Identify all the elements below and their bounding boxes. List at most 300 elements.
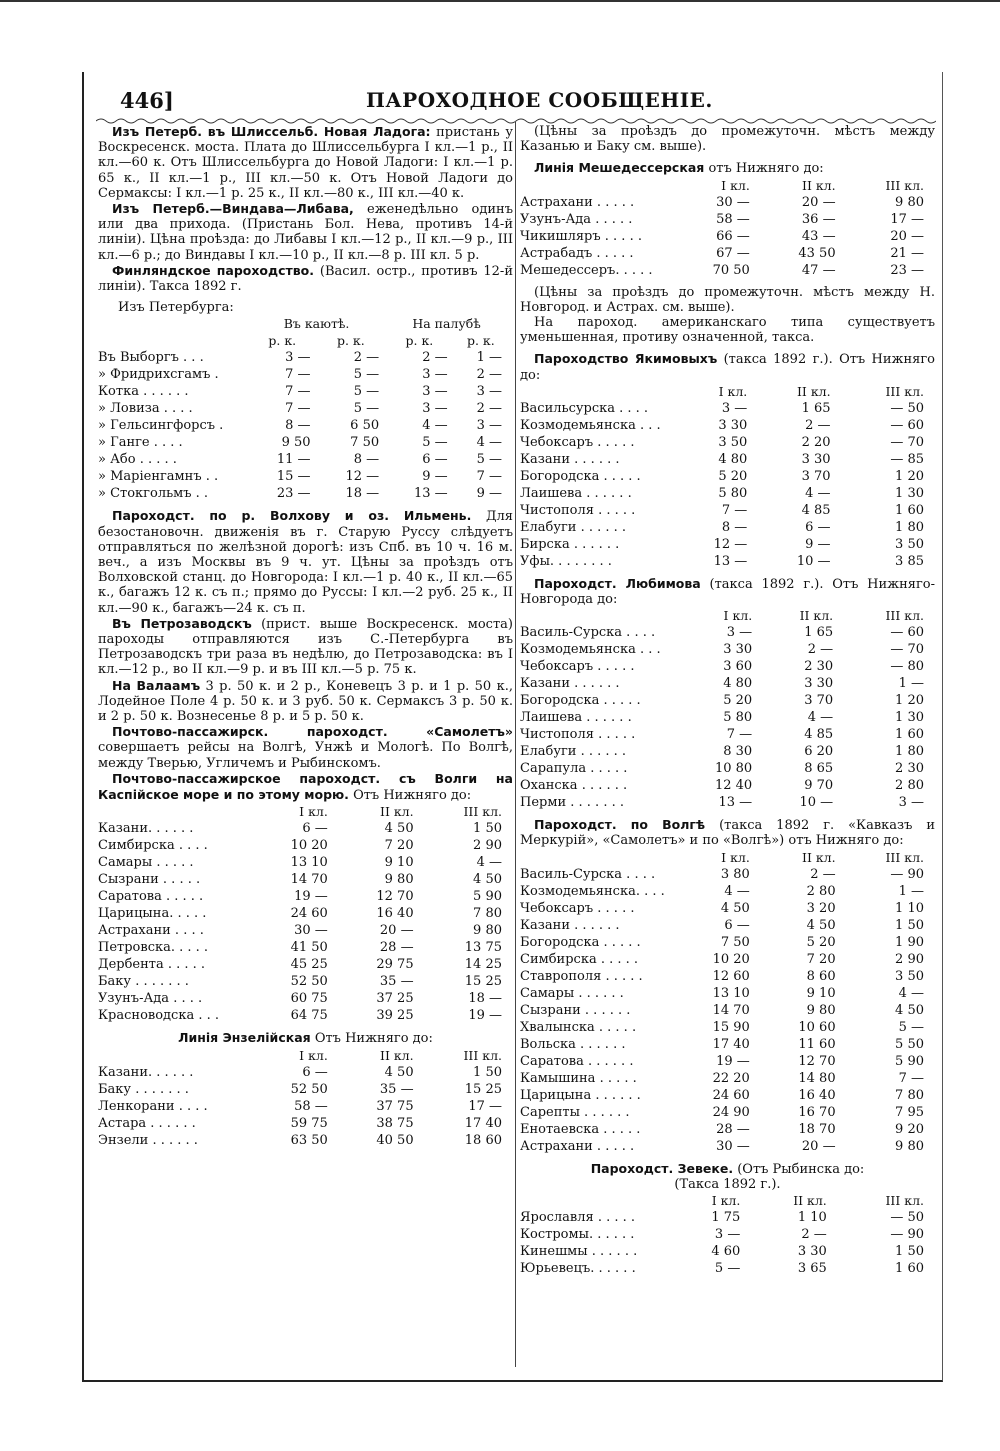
fare-cell: 2 20 (801, 434, 831, 450)
fare-row (98, 837, 508, 854)
volga-table (520, 849, 930, 1155)
fare-cell: 7 80 (895, 1087, 924, 1103)
fare-cell: 8 — (353, 452, 380, 468)
fare-cell: 3 50 (895, 968, 924, 984)
destination-cell: Сызрани . . . . . (98, 872, 201, 888)
fare-cell: 1 10 (797, 1210, 827, 1226)
class-header: II кл. (380, 1047, 414, 1063)
samolet-section (98, 724, 513, 771)
destination-cell: Василь-Сурска . . . . (520, 866, 656, 882)
fare-cell: 5 90 (473, 889, 502, 905)
fare-cell: 17 40 (464, 1115, 502, 1131)
fare-cell: 16 40 (798, 1087, 836, 1103)
fare-cell: 4 50 (384, 1064, 414, 1080)
destination-cell: Чебоксаръ . . . . . (520, 900, 635, 916)
fare-cell: 3 — (726, 625, 753, 641)
fare-cell: 21 — (890, 245, 924, 261)
fare-cell: 63 50 (290, 1132, 328, 1148)
section-text: (Отъ Рыбинска до: (737, 1161, 865, 1177)
fare-cell: 16 40 (376, 906, 414, 922)
destination-cell: Перми . . . . . . . (520, 795, 624, 811)
fare-cell: 2 80 (895, 778, 924, 794)
fare-cell: 7 20 (384, 838, 414, 854)
section-heading: На Валаамъ (112, 677, 201, 693)
fare-cell: 41 50 (290, 940, 328, 956)
fare-cell: 12 70 (376, 889, 414, 905)
fare-cell: 8 30 (723, 744, 753, 760)
fare-row (98, 383, 508, 400)
fare-cell: 1 90 (895, 934, 924, 950)
destination-cell: Симбирска . . . . (98, 838, 208, 854)
top-rule (0, 0, 1000, 8)
fare-cell: 3 65 (797, 1261, 827, 1277)
destination-cell: Кинешмы . . . . . . (520, 1244, 638, 1260)
fare-cell: 18 — (345, 486, 380, 502)
destination-cell: Мешедессеръ. . . . . (520, 262, 653, 278)
destination-cell: Вольска . . . . . . (520, 1036, 626, 1052)
fare-cell: 1 80 (895, 519, 924, 535)
fare-cell: — 90 (890, 1227, 924, 1243)
fare-row (98, 366, 508, 383)
fare-cell: 2 90 (895, 951, 924, 967)
fare-cell: 1 — (898, 883, 924, 899)
fare-cell: 5 50 (895, 1036, 924, 1052)
class-header: III кл. (885, 177, 924, 193)
section-text: 3 р. 50 к. и 2 р., Коневецъ 3 р. и 1 р. 50 к., Лодейное Поле 4 р. 50 к. и 3 руб. 50 к. Сермаксъ 3 р. 50 к. и 2 р. 50 к. Вознесенье 8 р. и 5 р. 50 к. (98, 678, 513, 725)
class-header: I кл. (299, 804, 328, 820)
fare-cell: 67 — (716, 245, 750, 261)
fare-cell: 9 80 (473, 923, 502, 939)
zeveke-tax: (Такса 1892 г.). (674, 1176, 781, 1192)
fare-cell: 3 — (422, 384, 448, 400)
fare-cell: 5 80 (723, 710, 753, 726)
fare-cell: 3 — (285, 350, 311, 366)
fare-row (98, 905, 508, 922)
zeveke-table (520, 1192, 930, 1277)
class-header: I кл. (711, 1193, 741, 1209)
fare-row (98, 468, 508, 485)
fare-cell: 20 — (890, 228, 924, 244)
section-heading: Пароходст. по Волгѣ (534, 817, 706, 833)
destination-cell: Котка . . . . . . (98, 384, 189, 400)
fare-row (98, 990, 508, 1007)
fare-cell: 18 60 (464, 1132, 502, 1148)
page-number: 446] (120, 88, 174, 113)
fare-cell: 5 80 (718, 485, 748, 501)
fare-row (520, 194, 930, 211)
volkhov-section (98, 508, 513, 615)
fare-cell: 15 25 (464, 974, 502, 990)
fare-cell: 4 — (807, 710, 834, 726)
fare-cell: 5 20 (723, 693, 753, 709)
fare-cell: 24 60 (290, 906, 328, 922)
note-kazan-baku: (Цѣны за проѣздъ до промежуточн. мѣстъ между Казанью и Баку см. выше). (520, 124, 935, 155)
fare-row (98, 1098, 508, 1115)
fare-cell: 4 85 (804, 727, 834, 743)
destination-cell: Васильсурска . . . . (520, 400, 649, 416)
fare-cell: 2 — (476, 367, 502, 383)
destination-cell: Астрабадъ . . . . . (520, 245, 634, 261)
fare-cell: 10 — (796, 553, 831, 569)
fare-cell: 1 50 (473, 821, 502, 837)
fare-cell: 15 90 (712, 1019, 750, 1035)
fare-cell: 14 70 (712, 1002, 750, 1018)
fare-cell: 6 50 (350, 418, 380, 434)
fare-cell: 36 — (801, 211, 836, 227)
fare-cell: 5 — (353, 401, 380, 417)
enzeli-section (98, 1030, 513, 1046)
fare-cell: 1 75 (711, 1210, 741, 1226)
class-header: III кл. (463, 804, 502, 820)
fare-cell: 59 75 (290, 1115, 328, 1131)
destination-cell: Симбирска . . . . . (520, 951, 639, 967)
class-header: III кл. (885, 383, 924, 399)
fare-cell: 3 30 (723, 642, 753, 658)
left-column (98, 124, 513, 1149)
section-text: совершаетъ рейсы на Волгѣ, Унжѣ и Мологѣ. По Волгѣ, между Тверью, Угличемъ и Рыбинскомъ. (98, 740, 513, 771)
fare-cell: 2 30 (804, 659, 834, 675)
fare-cell: 1 30 (895, 485, 924, 501)
fare-cell: 9 20 (895, 1121, 924, 1137)
fare-row (520, 760, 930, 777)
fare-cell: 11 60 (798, 1036, 836, 1052)
fare-cell: 9 — (476, 486, 502, 502)
fare-cell: 24 60 (712, 1087, 750, 1103)
yakimov-section (520, 351, 935, 382)
fare-cell: 9 70 (804, 778, 834, 794)
destination-cell: Хвалынска . . . . . (520, 1019, 637, 1035)
fare-cell: 2 — (422, 350, 448, 366)
destination-cell: Костромы. . . . . . (520, 1227, 635, 1243)
fare-cell: 7 — (898, 1070, 924, 1086)
fare-cell: 3 — (422, 367, 448, 383)
fare-cell: 3 60 (723, 659, 753, 675)
fare-cell: 4 80 (718, 451, 748, 467)
fare-row (520, 1002, 930, 1019)
fare-cell: 20 — (801, 1138, 836, 1154)
fare-cell: 35 — (379, 974, 414, 990)
fare-cell: 1 50 (895, 1244, 924, 1260)
fare-cell: 40 50 (376, 1132, 414, 1148)
fare-row (520, 900, 930, 917)
fare-cell: 9 80 (384, 872, 414, 888)
fare-cell: 7 — (726, 727, 753, 743)
destination-cell: Лаишева . . . . . . (520, 485, 632, 501)
fare-cell: 2 90 (473, 838, 502, 854)
fare-cell: 8 65 (804, 761, 834, 777)
unit-label: р. к. (466, 333, 495, 349)
fare-cell: 4 — (422, 418, 448, 434)
fare-cell: — 50 (890, 400, 924, 416)
fare-row (520, 866, 930, 883)
section-heading: Почтово-пассажирск. пароходст. «Самолетъ» (112, 724, 513, 740)
fare-cell: 5 — (898, 1019, 924, 1035)
destination-cell: Саратова . . . . . (98, 889, 204, 905)
destination-cell: Узунъ-Ада . . . . (98, 991, 203, 1007)
fare-cell: 1 65 (801, 400, 831, 416)
fare-row (520, 985, 930, 1002)
fare-cell: 20 — (801, 194, 836, 210)
fare-cell: 6 20 (804, 744, 834, 760)
destination-cell: Козмодемьянска . . . (520, 642, 661, 658)
fare-row (520, 1243, 930, 1260)
fare-cell: 7 — (285, 384, 311, 400)
section-text: (такса 1892 г.). Отъ Нижняго-Новгорода до: (520, 576, 935, 608)
fare-cell: 15 — (276, 469, 311, 485)
fare-cell: 4 50 (720, 900, 750, 916)
fare-row (98, 349, 508, 366)
section-heading: Пароходст. Любимова (534, 575, 701, 591)
fare-cell: 52 50 (290, 1081, 328, 1097)
fare-cell: 14 25 (464, 957, 502, 973)
destination-cell: Баку . . . . . . . (98, 974, 189, 990)
fare-cell: 1 10 (895, 900, 924, 916)
fare-cell: 10 60 (798, 1019, 836, 1035)
fare-cell: 17 — (468, 1098, 502, 1114)
fare-cell: 9 — (805, 536, 831, 552)
section-text: еженедѣльно одинъ или два прихода. (Пристань Бол. Нева, противъ 14-й линіи). Цѣна проѣзда: до Либавы I кл.—12 р., II кл.—9 р., III кл.—6 р.; до Виндавы I кл.—10 р., II кл.—8 р. III кл. 5 р. (98, 202, 513, 263)
fare-cell: 13 — (713, 553, 748, 569)
fare-cell: 3 — (898, 795, 924, 811)
unit-label: р. к. (405, 333, 434, 349)
section-heading: Финляндское пароходство. (112, 262, 315, 278)
fare-cell: 1 50 (473, 1064, 502, 1080)
fare-cell: 7 20 (806, 951, 836, 967)
section-text: (Васил. остр., противъ 12-й линіи). Такса 1892 г. (98, 263, 513, 295)
zeveke-section (520, 1161, 935, 1177)
fare-cell: 28 — (379, 940, 414, 956)
class-header: III кл. (885, 608, 924, 624)
fare-cell: 5 20 (718, 468, 748, 484)
fare-cell: 7 — (476, 469, 502, 485)
fare-row (98, 434, 508, 451)
fare-cell: 15 25 (464, 1081, 502, 1097)
caspian-table (98, 803, 508, 1024)
fare-row (520, 1070, 930, 1087)
fare-cell: — 70 (890, 434, 924, 450)
section-heading: Пароходст. по р. Волхову и оз. Ильмень. (112, 508, 472, 524)
fare-cell: 8 — (721, 519, 748, 535)
section-text: Отъ Нижняго до: (314, 1031, 433, 1047)
fare-cell: 7 — (285, 401, 311, 417)
fare-cell: 1 60 (895, 1261, 924, 1277)
fare-cell: 60 75 (290, 991, 328, 1007)
fare-cell: 6 — (302, 821, 328, 837)
section-heading: Почтово-пассажирское пароходст. съ Волги на Каспійское море и по этому морю. (98, 770, 513, 803)
fare-cell: 24 90 (712, 1104, 750, 1120)
fare-cell: 16 70 (798, 1104, 836, 1120)
fare-cell: 1 80 (895, 744, 924, 760)
fare-cell: 17 — (890, 211, 924, 227)
destination-cell: Казани . . . . . . (520, 676, 620, 692)
fare-cell: 13 10 (712, 985, 750, 1001)
fare-cell: 2 — (476, 401, 502, 417)
fare-cell: 12 70 (798, 1053, 836, 1069)
class-header: I кл. (721, 849, 750, 865)
section-heading: Пароходство Якимовыхъ (534, 351, 718, 367)
fare-cell: 58 — (716, 211, 750, 227)
destination-cell: Ставрополя . . . . . (520, 968, 643, 984)
class-header: I кл. (718, 383, 748, 399)
fare-row (520, 1087, 930, 1104)
destination-cell: Василь-Сурска . . . . (520, 625, 656, 641)
fare-cell: — 50 (890, 1210, 924, 1226)
petrozavodsk-section (98, 616, 513, 678)
fare-cell: 3 50 (718, 434, 748, 450)
fare-cell: 37 25 (376, 991, 414, 1007)
class-header: II кл. (796, 383, 831, 399)
fare-cell: 9 80 (806, 1002, 836, 1018)
section-text: (такса 1892 г.). Отъ Нижняго до: (520, 352, 935, 383)
destination-cell: Астрахани . . . . . (520, 1138, 635, 1154)
fare-cell: 2 80 (806, 883, 836, 899)
fare-cell: 4 — (476, 435, 502, 451)
destination-cell: Дербента . . . . . (98, 957, 206, 973)
class-header: III кл. (885, 849, 924, 865)
destination-cell: Енотаевска . . . . . (520, 1121, 641, 1137)
fare-cell: 2 — (807, 642, 834, 658)
fare-cell: 5 — (714, 1261, 741, 1277)
fare-row (98, 400, 508, 417)
unit-label: р. к. (268, 333, 297, 349)
fare-row (520, 641, 930, 658)
fare-row (520, 658, 930, 675)
fare-cell: 8 60 (806, 968, 836, 984)
fare-cell: 4 60 (711, 1244, 741, 1260)
destination-cell: Казани. . . . . . (98, 821, 194, 837)
fare-cell: 7 80 (473, 906, 502, 922)
section-text: Для безостановочн. движенія въ г. Старую Руссу слѣдуетъ отправляться по желѣзной дорогѣ: изъ Спб. въ 10 ч. 16 м. веч., а изъ Москвы въ 9 ч. ут. Цѣны за проѣздъ отъ Волховской станц. до Новгорода: I кл.—1 р. 40 к., II кл.—65 к., багажъ 12 к. съ п.; прямо до Руссы: I кл.—2 руб. 25 к., II кл.—90 к., багажъ—24 к. съ п. (98, 509, 513, 616)
destination-cell: Казани . . . . . . (520, 451, 620, 467)
fare-cell: — 90 (890, 866, 924, 882)
fare-row (520, 245, 930, 262)
fare-row (520, 675, 930, 692)
section-text: пристань у Воскресенск. моста. Плата до Шлиссельбурга I кл.—1 р., II кл.—60 к. Отъ Шлиссельбурга до Новой Ладоги: I кл.—1 р. 65 к., II кл.—1 р., III кл.—50 к. Отъ Новой Ладоги до Сермаксы: I кл.—1 р. 25 к., II кл.—80 к., III кл.—40 к. (98, 125, 513, 201)
fare-row (520, 434, 930, 451)
fare-cell: 4 85 (801, 502, 831, 518)
section-heading: Линія Мешедессерская (534, 160, 705, 176)
fare-cell: 47 — (801, 262, 836, 278)
fare-cell: 13 10 (290, 855, 328, 871)
fare-cell: 19 — (294, 889, 328, 905)
fare-row (520, 228, 930, 245)
fare-cell: 3 70 (801, 468, 831, 484)
yakimov-table (520, 383, 930, 570)
fare-cell: 7 50 (350, 435, 380, 451)
note-novgorod-astrakhan: (Цѣны за проѣздъ до промежуточн. мѣстъ между Н. Новгород. и Астрах. см. выше). (520, 284, 935, 315)
fare-cell: 30 — (716, 194, 750, 210)
fare-cell: 3 70 (804, 693, 834, 709)
fare-cell: 9 10 (384, 855, 414, 871)
fare-row (520, 1036, 930, 1053)
fare-cell: 1 — (476, 350, 502, 366)
fare-cell: 3 30 (797, 1244, 827, 1260)
destination-cell: Богородска . . . . . (520, 468, 641, 484)
section-heading: Линія Энзелійская (178, 1030, 311, 1046)
fare-cell: 39 25 (376, 1008, 414, 1024)
page-title: ПАРОХОДНОЕ СООБЩЕНІЕ. (366, 88, 713, 112)
fare-cell: 35 — (379, 1081, 414, 1097)
fare-row (98, 1007, 508, 1024)
fare-cell: 3 20 (806, 900, 836, 916)
fare-cell: 5 90 (895, 1053, 924, 1069)
fare-cell: 9 10 (806, 985, 836, 1001)
fare-cell: 3 — (714, 1227, 741, 1243)
fare-row (98, 871, 508, 888)
fare-row (520, 951, 930, 968)
fare-cell: 18 — (468, 991, 502, 1007)
right-column (520, 124, 935, 1277)
fare-cell: 7 — (285, 367, 311, 383)
fare-cell: 43 — (801, 228, 836, 244)
class-header: II кл. (380, 804, 414, 820)
destination-cell: Астрахани . . . . . (520, 194, 635, 210)
deck-header: На палубѣ (412, 316, 481, 332)
fare-cell: 4 80 (723, 676, 753, 692)
fare-cell: 5 — (422, 435, 448, 451)
fare-row (98, 820, 508, 837)
destination-cell: Саратова . . . . . . (520, 1053, 634, 1069)
fare-row (520, 502, 930, 519)
note-american: На пароход. американскаго типа существуетъ уменьшенная, противу означенной, такса. (520, 315, 935, 346)
destination-cell: Самары . . . . . (98, 855, 194, 871)
destination-cell: Юрьевецъ. . . . . . (520, 1261, 636, 1277)
destination-cell: Петровска. . . . . (98, 940, 209, 956)
fare-cell: 7 50 (720, 934, 750, 950)
fare-cell: 22 20 (712, 1070, 750, 1086)
section-heading: Пароходст. Зевеке. (590, 1160, 734, 1176)
fare-row (520, 917, 930, 934)
destination-cell: Ленкорани . . . . (98, 1098, 208, 1114)
fare-cell: 4 50 (473, 872, 502, 888)
fare-row (520, 692, 930, 709)
enzeli-table (98, 1047, 508, 1149)
fare-cell: 2 — (810, 866, 836, 882)
fare-row (520, 262, 930, 279)
destination-cell: Богородска . . . . . (520, 693, 641, 709)
unit-label: р. к. (336, 333, 365, 349)
fare-cell: 9 — (422, 469, 448, 485)
destination-cell: Астара . . . . . . (98, 1115, 196, 1131)
fare-cell: 3 30 (804, 676, 834, 692)
destination-cell: » Фридрихсгамъ . (98, 367, 219, 383)
fare-cell: 12 60 (712, 968, 750, 984)
destination-cell: Ярославля . . . . . (520, 1210, 636, 1226)
fare-cell: 29 75 (376, 957, 414, 973)
fare-cell: 52 50 (290, 974, 328, 990)
fare-cell: 3 — (721, 400, 748, 416)
fare-cell: 12 40 (714, 778, 753, 794)
destination-cell: Баку . . . . . . . (98, 1081, 189, 1097)
fare-row (520, 536, 930, 553)
fare-row (98, 888, 508, 905)
destination-cell: Чистополя . . . . . (520, 502, 636, 518)
section-text: Отъ Нижняго до: (353, 788, 472, 804)
class-header: III кл. (463, 1047, 502, 1063)
fare-cell: 5 — (476, 452, 502, 468)
section-heading: Изъ Петерб. въ Шлиссельб. Новая Ладога: (112, 124, 431, 139)
fare-cell: 2 30 (895, 761, 924, 777)
volga-section (520, 817, 935, 848)
fare-cell: 10 20 (712, 951, 750, 967)
fare-cell: 1 60 (895, 727, 924, 743)
fare-cell: 6 — (805, 519, 831, 535)
fare-cell: 1 60 (895, 502, 924, 518)
fare-cell: 4 50 (895, 1002, 924, 1018)
fare-cell: 9 80 (895, 194, 924, 210)
destination-cell: Въ Выборгъ . . . (98, 350, 204, 366)
fare-row (98, 1132, 508, 1149)
